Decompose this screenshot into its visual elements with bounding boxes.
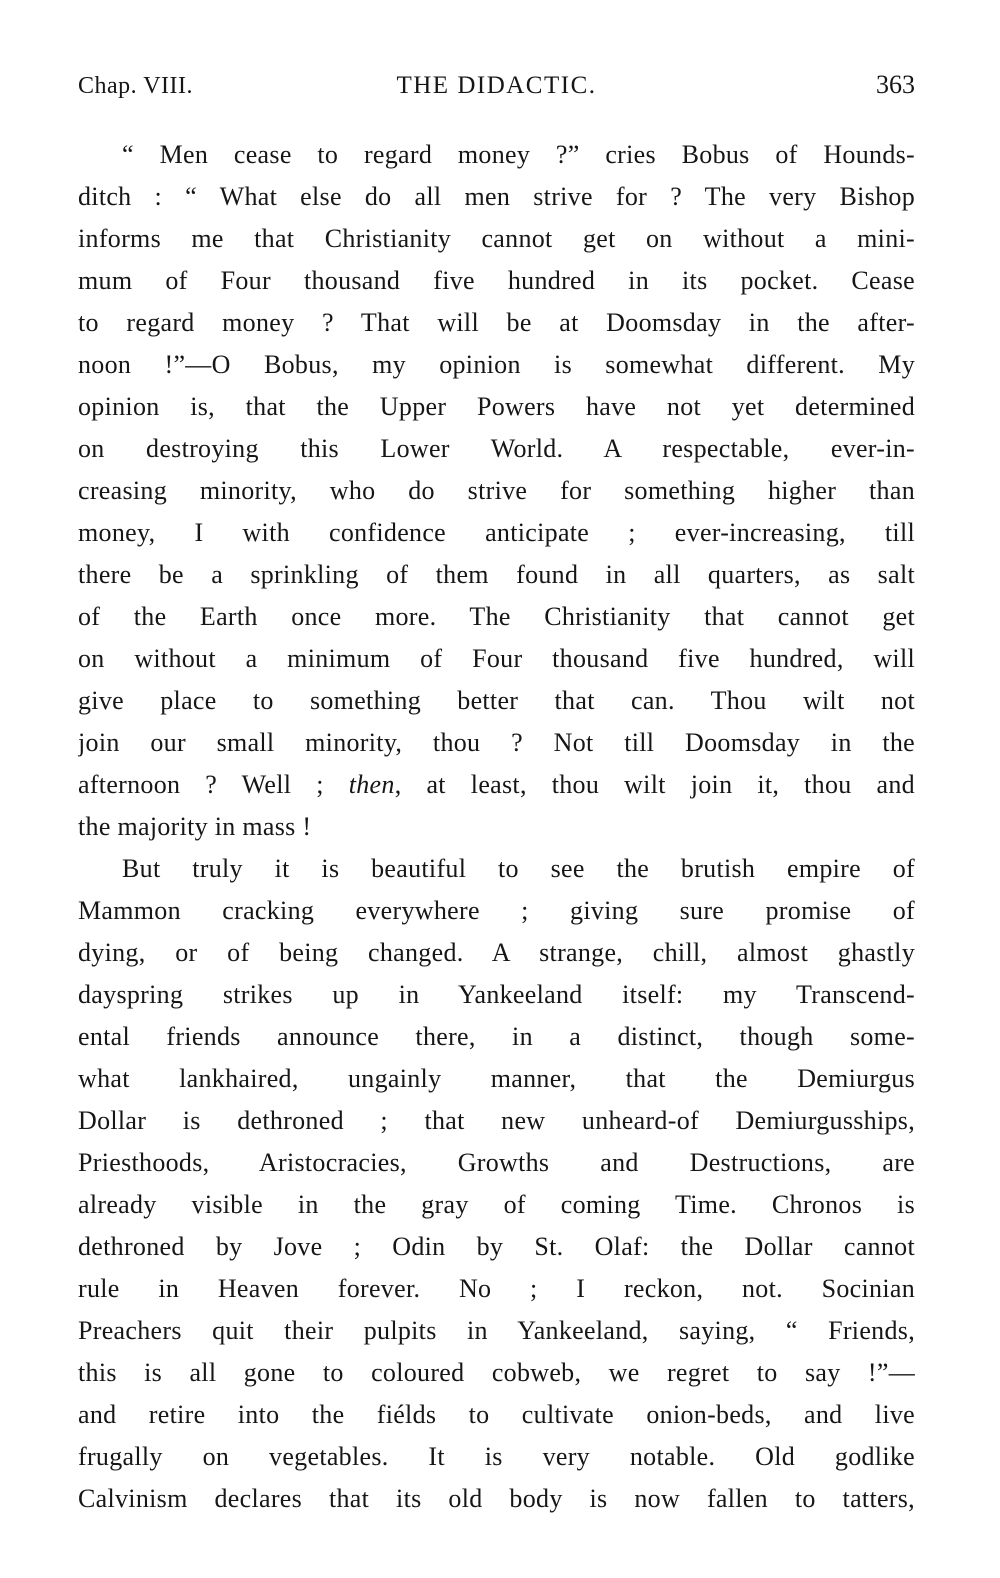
page-body [78,134,915,1520]
header-chapter-label: Chap. VIII. [78,73,194,99]
text-line: the majority in mass ! [78,812,312,841]
text-line: mum of Four thousand five hundred in its pocket. Cease [78,266,915,295]
paragraph [78,848,915,1520]
text-line: “ Men cease to regard money ?” cries Bobus of Hounds- [122,140,915,169]
text-line: on destroying this Lower World. A respectable, ever-in- [78,434,915,463]
text-line: ental friends announce there, in a distinct, though some- [78,1022,915,1051]
running-header [78,70,915,100]
text-line: and retire into the fiélds to cultivate onion-beds, and live [78,1400,915,1429]
header-section-title: THE DIDACTIC. [396,72,597,99]
text-line: But truly it is beautiful to see the brutish empire of [122,854,915,883]
text-line: ditch : “ What else do all men strive for ? The very Bishop [78,182,915,211]
text-line: Priesthoods, Aristocracies, Growths and Destructions, are [78,1148,915,1177]
text-line: money, I with confidence anticipate ; ever-increasing, till [78,518,915,547]
text-line: Calvinism declares that its old body is now fallen to tatters, [78,1484,915,1513]
text-line: frugally on vegetables. It is very notable. Old godlike [78,1442,915,1471]
text-line: dayspring strikes up in Yankeeland itself: my Transcend- [78,980,915,1009]
text-line: what lankhaired, ungainly manner, that the Demiurgus [78,1064,915,1093]
text-line: this is all gone to coloured cobweb, we regret to say !”— [78,1358,915,1387]
text-line: to regard money ? That will be at Doomsday in the after- [78,308,915,337]
text-line: rule in Heaven forever. No ; I reckon, not. Socinian [78,1274,915,1303]
text-line: join our small minority, thou ? Not till Doomsday in the [78,728,915,757]
text-line: dethroned by Jove ; Odin by St. Olaf: the Dollar cannot [78,1232,915,1261]
paragraph [78,134,915,848]
text-line: opinion is, that the Upper Powers have not yet determined [78,392,915,421]
text-line: on without a minimum of Four thousand five hundred, will [78,644,915,673]
text-line: noon !”—O Bobus, my opinion is somewhat different. My [78,350,915,379]
text-line: already visible in the gray of coming Time. Chronos is [78,1190,915,1219]
text-line: creasing minority, who do strive for something higher than [78,476,915,505]
header-page-number: 363 [875,70,915,99]
text-line: afternoon ? Well ; then, at least, thou wilt join it, thou and [78,770,915,799]
text-line: Mammon cracking everywhere ; giving sure promise of [78,896,915,925]
text-line: of the Earth once more. The Christianity that cannot get [78,602,915,631]
text-line: Dollar is dethroned ; that new unheard-of Demiurgusships, [78,1106,915,1135]
text-line: there be a sprinkling of them found in all quarters, as salt [78,560,915,589]
text-line: informs me that Christianity cannot get on without a mini- [78,224,915,253]
text-line: dying, or of being changed. A strange, chill, almost ghastly [78,938,915,967]
text-line: Preachers quit their pulpits in Yankeeland, saying, “ Friends, [78,1316,915,1345]
text-line: give place to something better that can. Thou wilt not [78,686,915,715]
